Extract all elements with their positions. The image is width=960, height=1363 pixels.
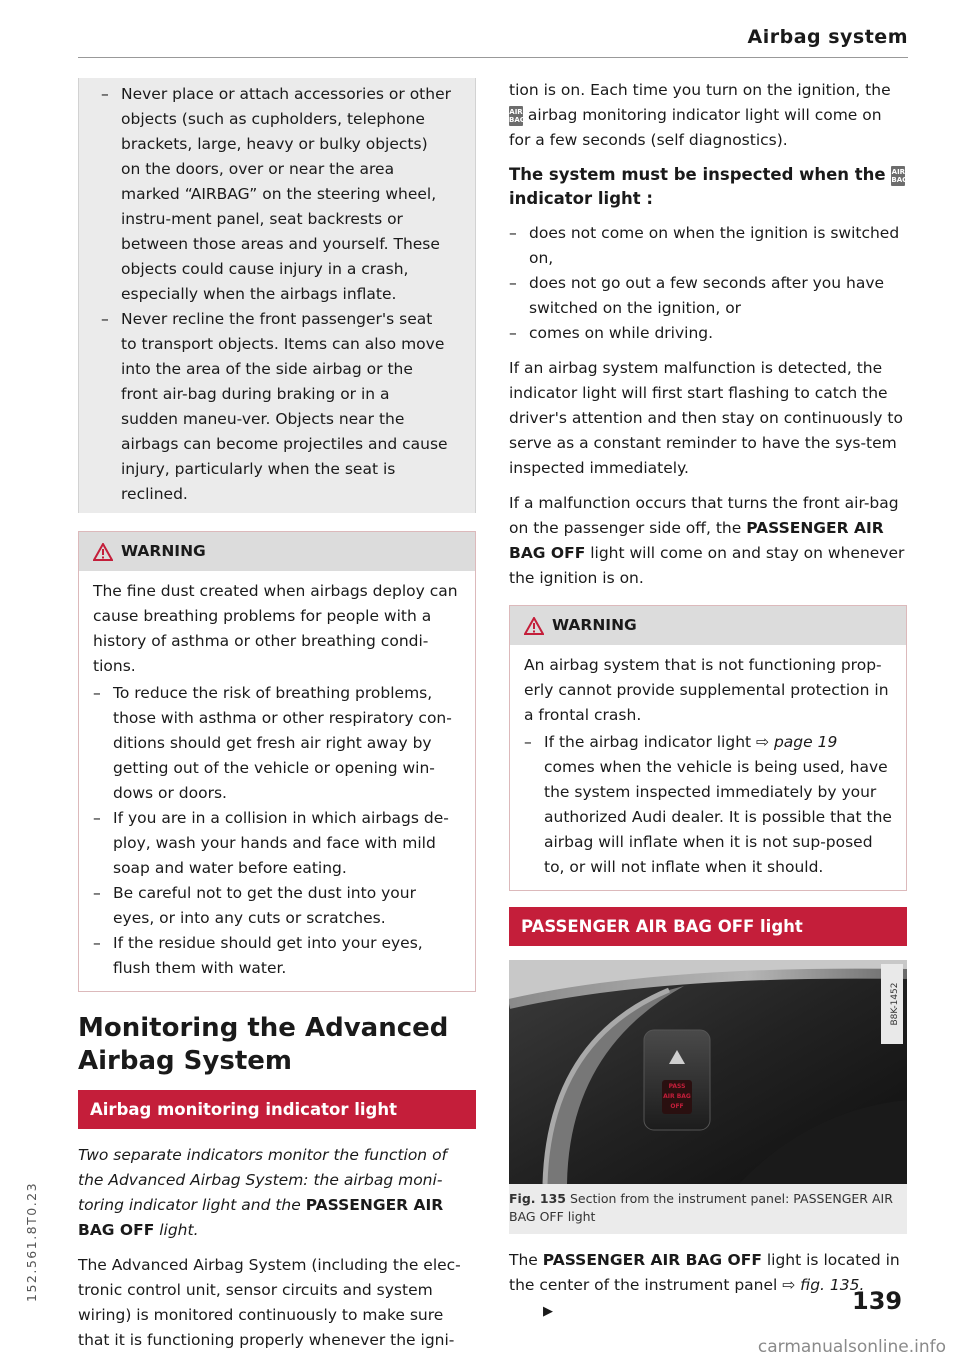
warning-title: WARNING — [121, 542, 206, 560]
para-bold: PASSENGER AIR BAG OFF — [509, 519, 884, 562]
sub-heading — [509, 163, 907, 211]
body-paragraph — [509, 491, 907, 591]
list-item: – does not go out a few seconds after you have switched on the ignition, or — [509, 271, 907, 321]
body-paragraph: If an airbag system malfunction is detected, the indicator light will first start flashing to catch the driver's attention and then stay on continuously to serve as a constant reminder to have the sys-tem inspected immediately. — [509, 359, 903, 477]
list-item: – comes on while driving. — [509, 321, 907, 346]
list-item: – If you are in a collision in which airbags de-ploy, wash your hands and face with mild soap and water before eating. — [93, 806, 461, 881]
watermark: carmanualsonline.info — [757, 1337, 946, 1357]
item-text: comes when the vehicle is being used, have the system inspected immediately by your authorized Audi dealer. It is possible that the airbag will inflate when it is not sup-posed to, or will not inflate when it should. — [544, 758, 892, 876]
para-bold: PASSENGER AIR BAG OFF — [542, 1251, 762, 1269]
list-item: – To reduce the risk of breathing problems, those with asthma or other respiratory con-ditions should get fresh air right away by getting out of the vehicle or opening win-dows or doors. — [93, 681, 461, 806]
right-column — [509, 78, 907, 1334]
list-item: – does not come on when the ignition is switched on, — [509, 221, 907, 271]
airbag-indicator-icon — [891, 166, 908, 186]
instrument-panel-photo — [509, 960, 907, 1184]
svg-text:AIR BAG: AIR BAG — [663, 1093, 691, 1100]
warning-body — [510, 645, 906, 890]
caption-text: Section from the instrument panel: PASSENGER AIR BAG OFF light — [509, 1191, 893, 1224]
continue-arrow-icon: ▶ — [543, 1304, 553, 1319]
warning-body — [79, 571, 475, 991]
warning-intro: An airbag system that is not functioning prop-erly cannot provide supplemental protection in a frontal crash. — [524, 656, 889, 724]
warning-list — [93, 681, 461, 981]
list-item: – If the residue should get into your eyes, flush them with water. — [93, 931, 461, 981]
warning-box — [509, 605, 907, 891]
warning-triangle-icon — [93, 543, 113, 561]
subsection-band: Airbag monitoring indicator light — [78, 1090, 476, 1129]
warning-header — [79, 532, 475, 571]
icon-text: AIR — [891, 167, 906, 176]
left-column — [78, 78, 476, 1363]
para-text: airbag monitoring indicator light will come on for a few seconds (self diagnostics). — [509, 106, 882, 149]
airbag-indicator-icon — [509, 106, 526, 126]
intro-text-end: light. — [154, 1221, 199, 1239]
condition-list — [509, 221, 907, 346]
side-code: 152.561.8T0.23 — [24, 1181, 39, 1302]
subsection-band: PASSENGER AIR BAG OFF light — [509, 907, 907, 946]
figure-reference-link[interactable]: ⇨ fig. 135. — [782, 1276, 865, 1294]
page-header-title: Airbag system — [747, 26, 908, 48]
section-title: Monitoring the Advanced Airbag System — [78, 1013, 449, 1076]
subhead-text: The system must be inspected when the — [509, 165, 892, 184]
list-item — [524, 730, 892, 880]
icon-text: AIR — [509, 107, 523, 116]
figure-caption — [509, 1184, 907, 1226]
warning-title: WARNING — [552, 616, 637, 634]
page-number: 139 — [852, 1287, 903, 1315]
warning-triangle-icon — [524, 617, 544, 635]
para-text: light is located in the center of the instrument panel — [509, 1251, 900, 1294]
warning-list — [524, 730, 892, 880]
para-text: The — [509, 1251, 543, 1269]
list-item: – Be careful not to get the dust into your eyes, or into any cuts or scratches. — [93, 881, 461, 931]
body-paragraph — [509, 78, 907, 153]
body-paragraph: The Advanced Airbag System (including the elec-tronic control unit, sensor circuits and system wiring) is monitored continuously to make sure that it is functioning properly whenever the igni- — [78, 1256, 461, 1349]
side-code-wrapper — [24, 1181, 144, 1317]
list-item: – Never recline the front passenger's seat to transport objects. Items can also move into the area of the side airbag or the front air-bag during braking or in a sudden maneu-ver. Objects near the airbags can become projectiles and cause injury, particularly when the seat is reclined. — [101, 307, 451, 507]
para-text: light will come on and stay on whenever the ignition is on. — [509, 544, 905, 587]
warning-header — [510, 606, 906, 645]
intro-paragraph — [78, 1143, 476, 1243]
item-text: If the airbag indicator light — [544, 733, 757, 751]
caption-label: Fig. 135 — [509, 1191, 566, 1206]
warning-intro: The fine dust created when airbags deploy can cause breathing problems for people with a history of asthma or other breathing condi-tions. — [93, 582, 458, 675]
page-reference-link[interactable]: ⇨ page 19 — [756, 733, 838, 751]
subhead-text: indicator light : — [509, 189, 653, 208]
intro-bold: PASSENGER AIR BAG OFF — [78, 1196, 444, 1239]
header-rule — [78, 57, 908, 58]
svg-text:PASS: PASS — [668, 1083, 686, 1090]
body-paragraph — [509, 1248, 907, 1324]
svg-text:OFF: OFF — [670, 1103, 684, 1110]
list-item: – Never place or attach accessories or other objects (such as cupholders, telephone brackets, large, heavy or bulky objects) on the doors, over or near the area marked “AIRBAG” on the steering wheel, instru-ment panel, seat backrests or between those areas and yourself. These objects could cause injury in a crash, especially when the airbags inflate. — [101, 82, 451, 307]
icon-text: BAG — [509, 115, 526, 124]
para-text: If a malfunction occurs that turns the front air-bag on the passenger side off, the — [509, 494, 899, 537]
intro-text: Two separate indicators monitor the function of the Advanced Airbag System: the airbag moni-toring indicator light and the — [78, 1146, 448, 1214]
icon-text: BAG — [891, 175, 908, 184]
warning-box — [78, 531, 476, 992]
figure-135 — [509, 960, 907, 1234]
para-text: tion is on. Each time you turn on the ignition, the — [509, 81, 891, 99]
figure-code: B8K-1452 — [890, 982, 900, 1026]
note-list — [101, 82, 451, 507]
note-box — [78, 78, 476, 513]
